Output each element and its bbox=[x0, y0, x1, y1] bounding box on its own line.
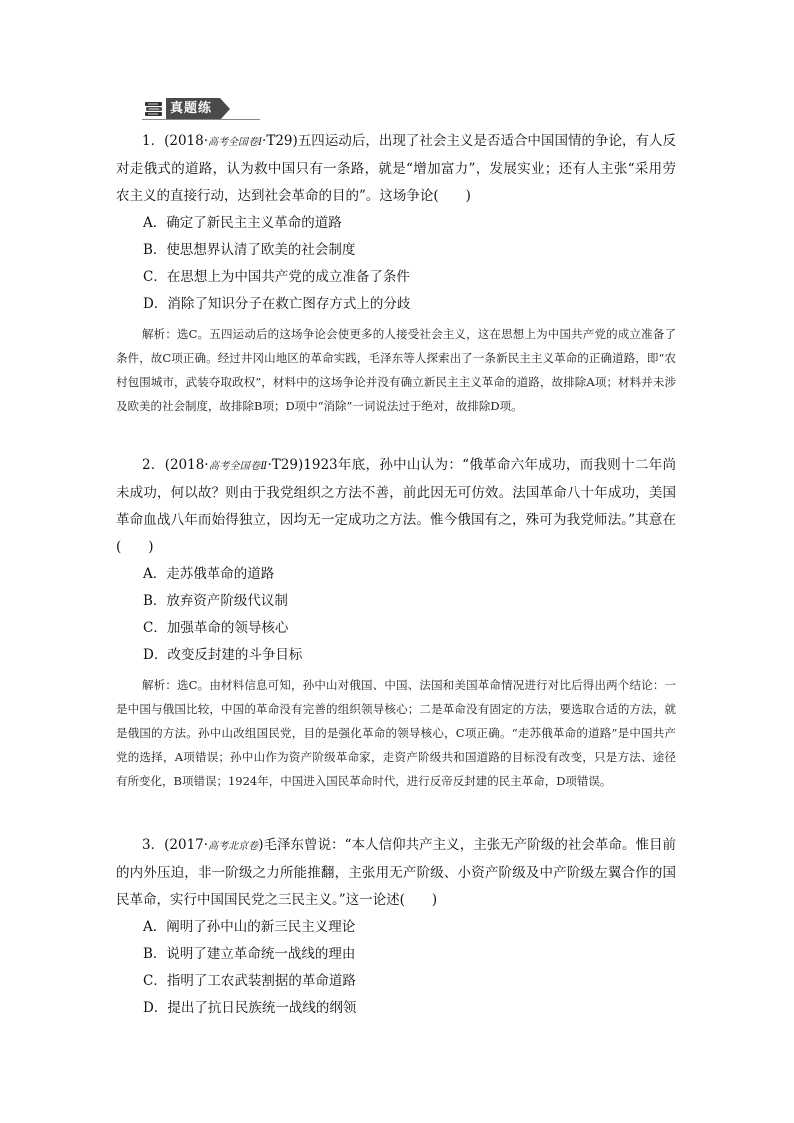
analysis-text: 解析：选C。由材料信息可知，孙中山对俄国、中国、法国和美国革命情况进行对比后得出两个结论：一是中国与俄国比较，中国的革命没有完善的组织领导核心；二是革命没有固定的方法，要选取合适的方法，就是俄国的方法。孙中山改组国民党，目的是强化革命的领导核心，C项正确。“走苏俄革命的道路”是中国共产党的选择，A项错误；孙中山作为资产阶级革命家，走资产阶级共和国道路的目标没有改变，只是方法、途径有所变化，B项错误；1924年，中国进入国民革命时代，进行反帝反封建的民主革命，D项错误。 bbox=[116, 678, 676, 788]
option-c[interactable]: C．在思想上为中国共产党的成立准备了条件 bbox=[143, 269, 410, 285]
question-2 bbox=[116, 452, 676, 793]
question-source: (2018·高考全国卷Ⅰ·T29) bbox=[164, 133, 298, 149]
option-c[interactable]: C．指明了工农武装割据的革命道路 bbox=[143, 973, 356, 989]
question-number: 3． bbox=[142, 837, 165, 853]
question-stem: 1．(2018·高考全国卷Ⅰ·T29)五四运动后，出现了社会主义是否适合中国国情的争论，有人反对走俄式的道路，认为救中国只有一条路，就是“增加富力”，发展实业；还有人主张“采用劳农主义的直接行动，达到社会革命的目的”。这场争论( ) bbox=[116, 133, 677, 204]
option-a[interactable]: A．阐明了孙中山的新三民主义理论 bbox=[143, 919, 356, 935]
option-d[interactable]: D．提出了抗日民族统一战线的纲领 bbox=[143, 1000, 357, 1016]
question-source: (2018·高考全国卷Ⅱ·T29) bbox=[164, 457, 304, 473]
question-stem: 2．(2018·高考全国卷Ⅱ·T29)1923年底，孙中山认为：“俄革命六年成功，而我则十二年尚未成功，何以故？则由于我党组织之方法不善，前此因无可仿效。法国革命八十年成功，美国革命血战八年而始得独立，因均无一定成功之方法。惟今俄国有之，殊可为我党师法。”其意在( ) bbox=[116, 457, 677, 555]
question-number: 1． bbox=[142, 133, 165, 149]
option-c[interactable]: C．加强革命的领导核心 bbox=[143, 620, 289, 636]
banner-underline bbox=[142, 119, 260, 120]
option-b[interactable]: B．使思想界认清了欧美的社会制度 bbox=[143, 242, 356, 258]
analysis-text: 解析：选C。五四运动后的这场争论会使更多的人接受社会主义，这在思想上为中国共产党的成立准备了条件，故C项正确。经过井冈山地区的革命实践，毛泽东等人探索出了一条新民主主义革命的正确道路，即“农村包围城市，武装夺取政权”，材料中的这场争论并没有确立新民主主义革命的道路，故排除A项；材料并未涉及欧美的社会制度，故排除B项；D项中“消除”一词说法过于绝对，故排除D项。 bbox=[116, 327, 676, 413]
section-title: 真题练 bbox=[166, 98, 220, 120]
option-a[interactable]: A．走苏俄革命的道路 bbox=[143, 566, 275, 582]
section-banner bbox=[142, 98, 230, 120]
option-d[interactable]: D．消除了知识分子在救亡图存方式上的分歧 bbox=[143, 296, 411, 312]
option-a[interactable]: A．确定了新民主主义革命的道路 bbox=[143, 215, 342, 231]
question-1 bbox=[116, 128, 676, 418]
question-stem: 3．(2017·高考北京卷)毛泽东曾说：“本人信仰共产主义，主张无产阶级的社会革命。惟目前的内外压迫，非一阶级之力所能推翻，主张用无产阶级、小资产阶级及中产阶级左翼合作的国民革命，实行中国国民党之三民主义。”这一论述( ) bbox=[116, 837, 677, 908]
question-3 bbox=[116, 832, 676, 1022]
option-d[interactable]: D．改变反封建的斗争目标 bbox=[143, 647, 303, 663]
book-stack-icon bbox=[142, 98, 166, 120]
question-number: 2． bbox=[142, 457, 165, 473]
option-b[interactable]: B．放弃资产阶级代议制 bbox=[143, 593, 288, 609]
banner-arrow bbox=[220, 98, 230, 120]
question-source: (2017·高考北京卷) bbox=[164, 837, 264, 853]
option-b[interactable]: B．说明了建立革命统一战线的理由 bbox=[143, 946, 356, 962]
